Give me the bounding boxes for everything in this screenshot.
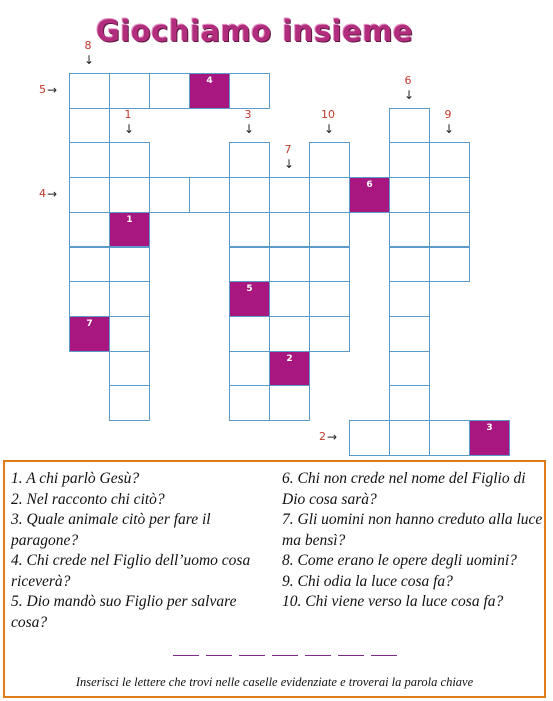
grid-cell[interactable] [269, 247, 310, 283]
down-clue-number: 3 [244, 108, 252, 122]
arrow-down-icon: ↓ [404, 87, 415, 102]
grid-cell[interactable] [109, 142, 150, 178]
grid-cell[interactable] [229, 73, 270, 109]
highlighted-cell[interactable] [189, 73, 230, 109]
clues-left-column [11, 469, 276, 633]
grid-cell[interactable] [109, 73, 150, 109]
highlighted-cell[interactable] [269, 351, 310, 387]
grid-cell[interactable] [389, 177, 430, 213]
grid-cell[interactable] [69, 142, 110, 178]
arrow-down-icon: ↓ [284, 157, 295, 172]
grid-cell[interactable] [149, 177, 190, 213]
grid-cell[interactable] [109, 281, 150, 317]
clue-item: 2. Nel racconto chi citò? [11, 490, 165, 508]
grid-cell[interactable] [309, 142, 350, 178]
grid-cell[interactable] [429, 212, 470, 248]
grid-cell[interactable] [269, 316, 310, 352]
puzzle-title: Giochiamo insieme [96, 14, 414, 48]
grid-cell[interactable] [429, 177, 470, 213]
across-clue-number: 4 [39, 187, 46, 201]
grid-cell[interactable] [229, 212, 270, 248]
grid-cell[interactable] [109, 316, 150, 352]
arrow-down-icon: ↓ [84, 53, 95, 67]
clue-item: 9. Chi odia la luce cosa fa? [282, 572, 453, 590]
grid-cell[interactable] [389, 281, 430, 317]
grid-cell[interactable] [389, 212, 430, 248]
highlighted-cell[interactable] [69, 316, 110, 352]
highlight-number: 4 [206, 76, 213, 86]
grid-cell[interactable] [309, 212, 350, 248]
clue-item: 6. Chi non crede nel nome del Figlio di Dio cosa sarà? [282, 470, 526, 508]
grid-cell[interactable] [389, 247, 430, 283]
grid-cell[interactable] [269, 177, 310, 213]
grid-cell[interactable] [69, 73, 110, 109]
clues-right-column [282, 469, 544, 613]
clue-item: 3. Quale animale citò per fare il paragone? [11, 511, 211, 549]
grid-cell[interactable] [389, 108, 430, 144]
grid-cell[interactable] [229, 142, 270, 178]
down-clue-number: 1 [124, 108, 132, 122]
arrow-down-icon: ↓ [124, 122, 135, 137]
down-clue-number: 10 [321, 108, 335, 122]
grid-cell[interactable] [69, 212, 110, 248]
answer-slot[interactable] [371, 655, 397, 656]
highlight-number: 7 [86, 318, 93, 329]
clue-item: 10. Chi viene verso la luce cosa fa? [282, 593, 504, 610]
grid-cell[interactable] [309, 316, 350, 352]
grid-cell[interactable] [229, 177, 270, 213]
highlight-number: 2 [286, 353, 293, 364]
grid-cell[interactable] [109, 351, 150, 387]
down-clue-number: 6 [404, 73, 412, 87]
down-clue-number: 7 [284, 143, 292, 157]
clue-item: 1. A chi parlò Gesù? [11, 470, 140, 487]
answer-slot[interactable] [305, 655, 331, 656]
grid-cell[interactable] [269, 281, 310, 317]
keyword-answer-slots [173, 655, 413, 665]
grid-cell[interactable] [269, 385, 310, 421]
answer-slot[interactable] [272, 655, 298, 656]
down-clue-number: 9 [444, 108, 452, 122]
grid-cell[interactable] [309, 247, 350, 283]
down-clue-number: 8 [84, 39, 92, 52]
arrow-right-icon: → [47, 83, 58, 98]
clue-item: 8. Come erano le opere degli uomini? [282, 552, 517, 569]
answer-slot[interactable] [173, 655, 199, 656]
grid-cell[interactable] [229, 385, 270, 421]
grid-cell[interactable] [109, 385, 150, 421]
answer-slot[interactable] [206, 655, 232, 656]
highlight-number: 3 [486, 423, 493, 433]
grid-cell[interactable] [229, 351, 270, 387]
highlighted-cell[interactable] [469, 420, 510, 456]
highlight-number: 1 [126, 214, 133, 225]
answer-slot[interactable] [239, 655, 265, 656]
arrow-right-icon: → [47, 187, 58, 202]
highlight-number: 5 [246, 284, 253, 295]
arrow-down-icon: ↓ [324, 122, 335, 137]
grid-cell[interactable] [429, 247, 470, 283]
grid-cell[interactable] [309, 177, 350, 213]
across-clue-number: 2 [319, 430, 326, 444]
grid-cell[interactable] [309, 281, 350, 317]
answer-slot[interactable] [338, 655, 364, 656]
grid-cell[interactable] [389, 142, 430, 178]
highlighted-cell[interactable] [109, 212, 150, 248]
highlighted-cell[interactable] [229, 281, 270, 317]
highlight-number: 6 [366, 180, 373, 191]
grid-cell[interactable] [109, 177, 150, 213]
instruction-text: Inserisci le lettere che trovi nelle caselle evidenziate e troverai la parola chiave [75, 675, 474, 689]
grid-cell[interactable] [389, 316, 430, 352]
grid-cell[interactable] [229, 247, 270, 283]
grid-cell[interactable] [109, 247, 150, 283]
grid-cell[interactable] [389, 385, 430, 421]
grid-cell[interactable] [149, 73, 190, 109]
grid-cell[interactable] [269, 212, 310, 248]
grid-cell[interactable] [69, 247, 110, 283]
grid-cell[interactable] [429, 142, 470, 178]
arrow-right-icon: → [327, 430, 338, 445]
grid-cell[interactable] [69, 281, 110, 317]
grid-cell[interactable] [189, 177, 230, 213]
across-clue-number: 5 [39, 83, 46, 97]
highlighted-cell[interactable] [349, 177, 390, 213]
clue-item: 5. Dio mandò suo Figlio per salvare cosa? [11, 593, 237, 631]
grid-cell[interactable] [389, 420, 430, 456]
arrow-down-icon: ↓ [244, 122, 255, 137]
grid-cell[interactable] [229, 316, 270, 352]
clue-item: 7. Gli uomini non hanno creduto alla luce ma bensì? [282, 511, 543, 549]
grid-cell[interactable] [389, 351, 430, 387]
clue-item: 4. Chi crede nel Figlio dell’uomo cosa riceverà? [11, 552, 251, 590]
grid-cell[interactable] [429, 420, 470, 456]
arrow-down-icon: ↓ [444, 122, 455, 137]
clue-box [3, 460, 546, 698]
grid-cell[interactable] [69, 108, 110, 144]
grid-cell[interactable] [349, 420, 390, 456]
grid-cell[interactable] [69, 177, 110, 213]
